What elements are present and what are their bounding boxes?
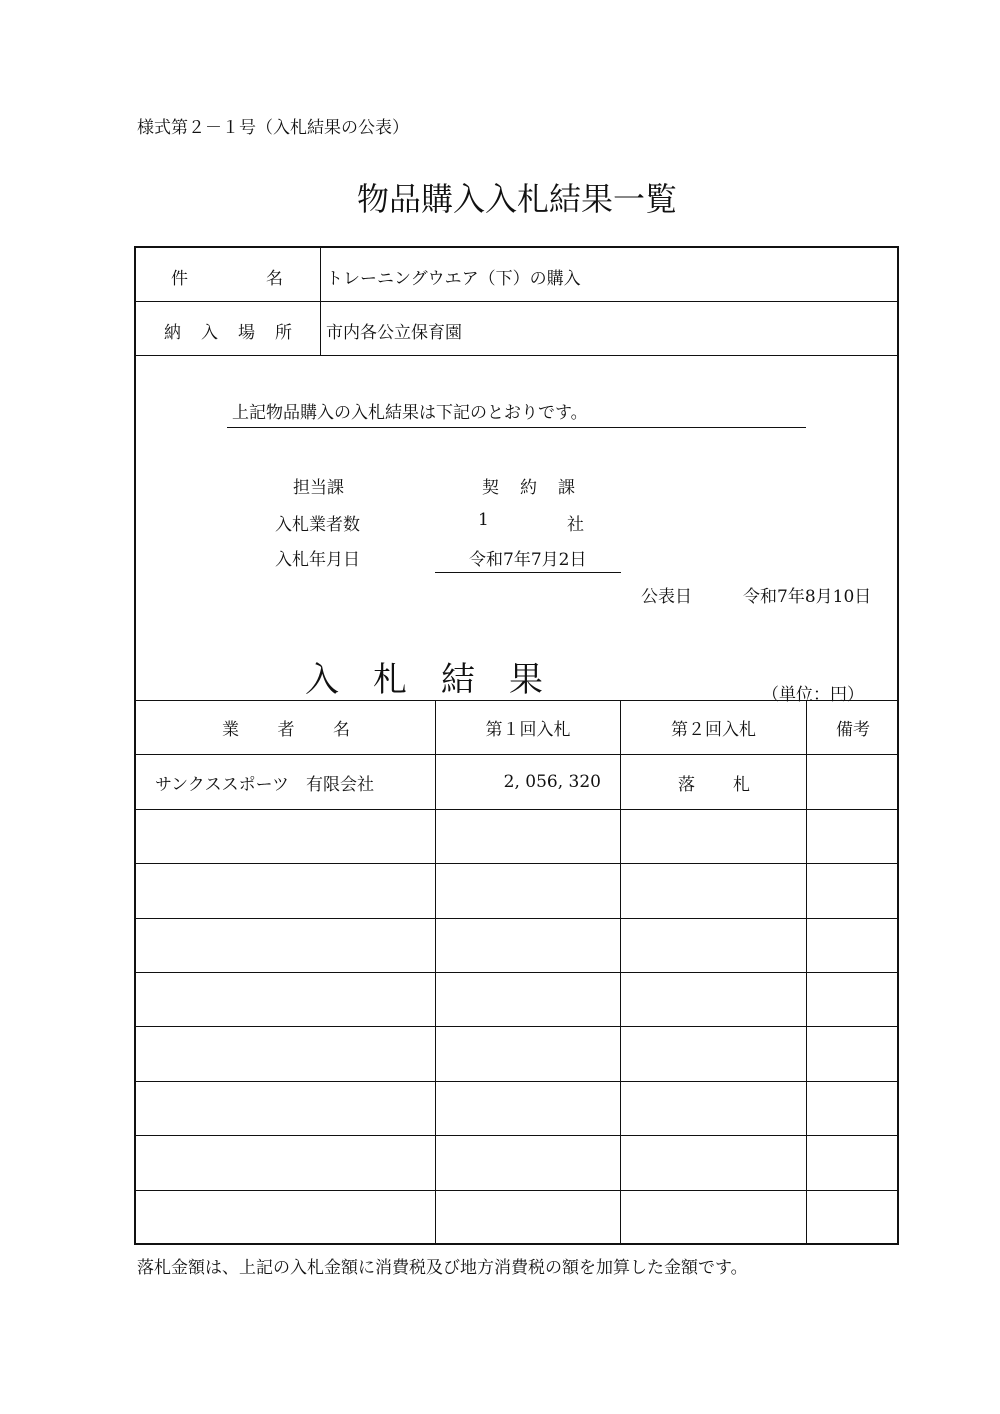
table-row-divider xyxy=(134,918,899,919)
footnote: 落札金額は、上記の入札金額に消費税及び地方消費税の額を加算した金額です。 xyxy=(137,1258,748,1278)
table-row-divider xyxy=(134,863,899,864)
divider xyxy=(134,355,899,356)
round1-bid: 2, 056, 320 xyxy=(503,772,601,792)
statement-underline xyxy=(227,427,806,428)
column-header-notes: 備考 xyxy=(836,720,870,740)
publication-date: 令和7年8月10日 xyxy=(743,587,872,607)
department-value: 契 約 課 xyxy=(482,478,575,498)
document-title: 物品購入入札結果一覧 xyxy=(356,180,677,218)
round2-result: 落 札 xyxy=(678,774,750,795)
column-header-vendor: 業 者 名 xyxy=(222,720,350,740)
table-row-divider xyxy=(134,972,899,973)
notes-cell xyxy=(807,755,899,809)
statement-text: 上記物品購入の入札結果は下記のとおりです。 xyxy=(232,403,588,423)
divider xyxy=(320,246,321,356)
vendor-name: サンクススポーツ 有限会社 xyxy=(155,774,374,795)
table-row-divider xyxy=(134,1190,899,1191)
publication-label: 公表日 xyxy=(641,587,692,607)
bidders-label: 入札業者数 xyxy=(275,515,360,535)
form-number: 様式第２－１号（入札結果の公表） xyxy=(137,118,409,138)
bidders-unit: 社 xyxy=(567,515,584,535)
column-divider xyxy=(620,700,621,1245)
table-row-divider xyxy=(134,809,899,810)
department-label: 担当課 xyxy=(293,478,344,498)
table-row-divider xyxy=(134,1135,899,1136)
delivery-place-value: 市内各公立保育園 xyxy=(326,323,462,343)
table-row-divider xyxy=(134,1081,899,1082)
column-header-round1: 第１回入札 xyxy=(485,720,571,740)
results-title: 入 札 結 果 xyxy=(305,660,543,700)
item-name-value: トレーニングウエア（下）の購入 xyxy=(326,269,581,289)
unit-label: （単位：円） xyxy=(762,685,864,705)
table-row-divider xyxy=(134,1026,899,1027)
divider xyxy=(134,301,899,302)
bid-date-underline xyxy=(435,572,621,573)
delivery-place-label: 納 入 場 所 xyxy=(164,323,292,343)
bid-date-value: 令和7年7月2日 xyxy=(469,550,587,570)
bidders-count: 1 xyxy=(478,510,489,530)
bid-date-label: 入札年月日 xyxy=(275,550,360,570)
item-name-label: 件 名 xyxy=(171,269,283,289)
column-header-round2: 第２回入札 xyxy=(671,720,756,740)
